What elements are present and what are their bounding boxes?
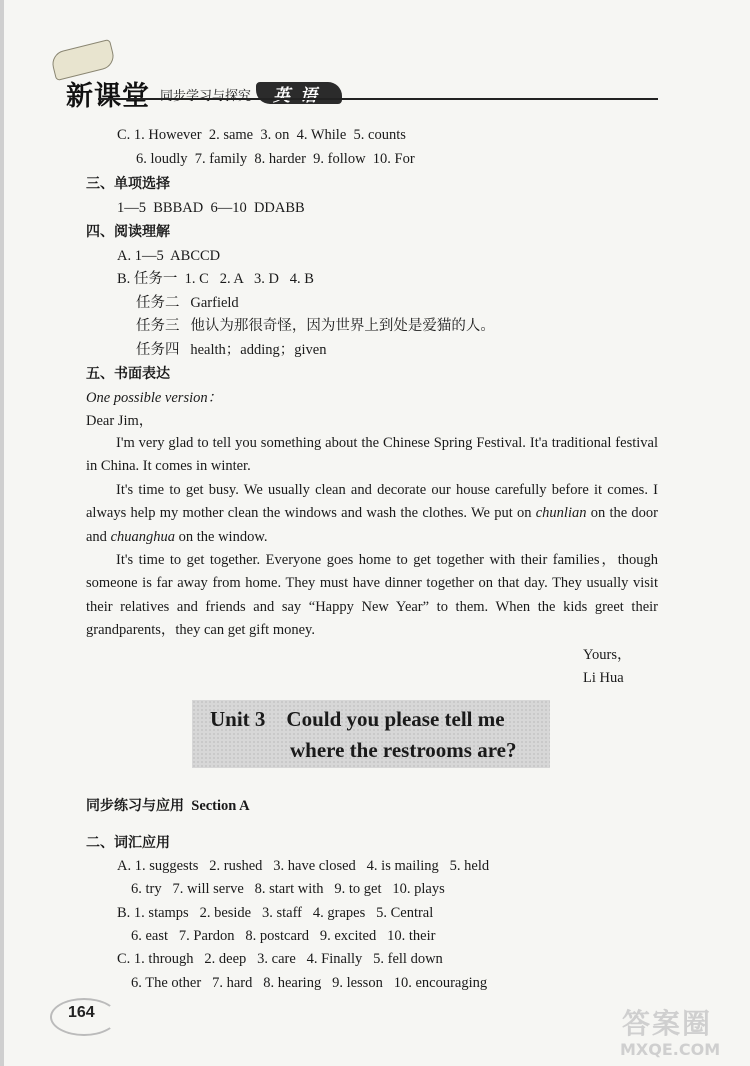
answer-line-task-4: 任务四 health；adding；given <box>136 342 327 358</box>
section-heading-multiple-choice: 三、单项选择 <box>86 176 170 192</box>
answer-line-c1: C. 1. However 2. same 3. on 4. While 5. counts <box>117 127 406 143</box>
term-chuanghua: chuanghua <box>110 528 175 545</box>
unit-title-line-1: Unit 3 Could you please tell me <box>210 707 505 731</box>
letter-paragraph-2-part-b: on the door and <box>86 505 658 545</box>
logo-badge-text <box>51 40 109 55</box>
writing-version-label: One possible version： <box>86 390 223 406</box>
practice-heading-cn: 同步练习与应用 <box>86 798 184 814</box>
letter-paragraph-3: It's time to get together. Everyone goes home to get together with their families，though someone is far away from home. They must have dinner together on that day. They usually visit their relatives and friends and say “Happy New Year” to them. When the kids greet their grandparents，they can get gift money. <box>86 552 658 638</box>
header-rule <box>98 98 658 100</box>
answer-line-task-2: 任务二 Garfield <box>136 295 239 311</box>
section-heading-writing: 五、书面表达 <box>86 366 170 382</box>
book-subtitle: 同步学习与探究 <box>160 89 252 104</box>
letter-closing: Yours， <box>583 647 632 663</box>
unit-title-line-2: where the restrooms are? <box>290 738 517 762</box>
letter-signature: Li Hua <box>583 670 624 686</box>
letter-paragraph-1: I'm very glad to tell you something about the Chinese Spring Festival. It'a traditional festival in China. It comes in winter. <box>86 435 658 475</box>
site-watermark <box>618 1002 746 1062</box>
letter-paragraph-2 <box>86 479 658 549</box>
book-brand-title: 新课堂 <box>66 81 150 112</box>
watermark-url: MXQE.COM <box>620 1040 721 1059</box>
practice-heading <box>86 797 250 815</box>
answer-line-reading-b: B. 任务一 1. C 2. A 3. D 4. B <box>117 271 314 287</box>
answer-line-task-3: 任务三 他认为那很奇怪，因为世界上到处是爱猫的人。 <box>136 318 495 334</box>
watermark-text: 答案圈 <box>622 1007 713 1040</box>
answer-line-vocab-c2: 6. The other 7. hard 8. hearing 9. lesson 10. encouraging <box>131 975 488 991</box>
letter-paragraph-2-part-a: It's time to get busy. We usually clean and decorate our house carefully before it comes. I always help my mother clean the windows and wash the clothes. We put on <box>86 482 658 522</box>
section-heading-vocabulary: 二、词汇应用 <box>86 835 170 851</box>
answer-line-vocab-a2: 6. try 7. will serve 8. start with 9. to get 10. plays <box>131 881 445 897</box>
section-heading-reading: 四、阅读理解 <box>86 224 170 240</box>
answer-line-multiple-choice: 1—5 BBBAD 6—10 DDABB <box>117 200 305 216</box>
page-edge-shadow <box>0 0 4 1066</box>
term-chunlian: chunlian <box>535 505 587 522</box>
answer-line-vocab-b1: B. 1. stamps 2. beside 3. staff 4. grapes 5. Central <box>117 905 434 921</box>
answer-line-vocab-b2: 6. east 7. Pardon 8. postcard 9. excited 10. their <box>131 928 436 944</box>
answer-line-reading-a: A. 1—5 ABCCD <box>117 248 221 264</box>
letter-paragraph-2-part-c: on the window. <box>175 528 268 545</box>
page-number: 164 <box>68 1004 95 1021</box>
practice-heading-section: Section A <box>191 798 250 814</box>
answer-line-vocab-a1: A. 1. suggests 2. rushed 3. have closed 4. is mailing 5. held <box>117 858 490 874</box>
answer-line-c2: 6. loudly 7. family 8. harder 9. follow 10. For <box>136 151 415 167</box>
letter-salutation: Dear Jim， <box>86 413 154 429</box>
answer-line-vocab-c1: C. 1. through 2. deep 3. care 4. Finally 5. fell down <box>117 951 443 967</box>
subject-tab-label: 英语 <box>273 86 327 106</box>
